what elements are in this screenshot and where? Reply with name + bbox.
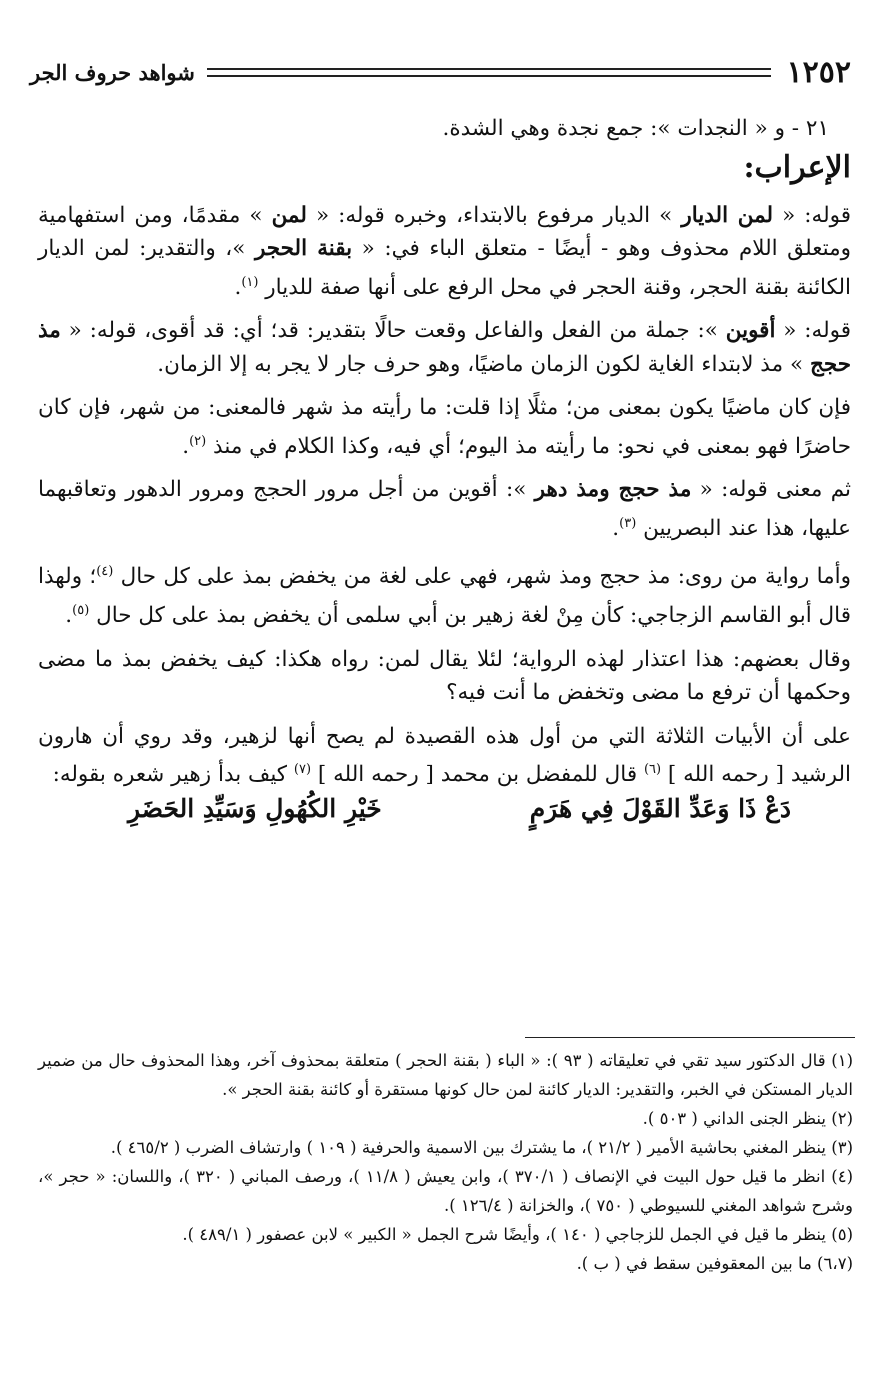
page-number: ١٢٥٢ [786, 54, 851, 90]
paragraph-lemman-aldiyar: قوله: « لمن الديار » الديار مرفوع بالابتداء، وخبره قوله: « لمن » مقدمًا، ومن استفهامية ومتعلق اللام محذوف وهو - أيضًا - متعلق الباء في: « بقنة الحجر »، والتقدير: لمن الديار الكائنة بقنة الحجر، وقنة الحجر في محل الرفع على أنها صفة للديار $^{(١)}$. [38, 202, 852, 300]
footnote-2: (٢) ينظر الجنى الداني ( ٥٠٣ ). [642, 1109, 853, 1128]
running-title: شواهد حروف الجر [30, 59, 195, 85]
footnote-5: (٥) ينظر ما قيل في الجمل للزجاجي ( ١٤٠ )، وأيضًا شرح الجمل « الكبير » لابن عصفور ( ٤٨٩/١ ). [182, 1225, 853, 1244]
paragraph-mudh-meaning: فإن كان ماضيًا يكون بمعنى من؛ مثلًا إذا قلت: ما رأيته مذ شهر فالمعنى: من شهر، فإن كان حاضرًا فهو بمعنى في نحو: ما رأيته مذ اليوم؛ أي فيه، وكذا الكلام في منذ $^{(٢)}$. [38, 395, 851, 459]
footnote-ref: (٣) [619, 515, 637, 531]
footnote-4: (٤) انظر ما قيل حول البيت في الإنصاف ( ٣٧٠/١ )، وابن يعيش ( ١١/٨ )، ورصف المباني ( ٣٢٠ )، واللسان: « حجر »، وشرح شواهد المغني للسيوطي ( ٧٥٠ )، والخزانة ( ١٢٦/٤ ). [38, 1167, 853, 1215]
footnote-ref: (٥) [72, 603, 90, 619]
paragraph-harun: على أن الأبيات الثلاثة التي من أول هذه القصيدة لم يصح أنها لزهير، وقد روي أن هارون الرشيد [ رحمه الله ] $^{(٦)}$ قال للمفضل بن محمد [ رحمه الله ] $^{(٧)}$ كيف بدأ زهير شعره بقوله: [38, 723, 851, 788]
verse-first-hemistich: دَعْ ذَا وَعَدِّ القَوْلَ فِي هَرَمٍ [529, 793, 791, 823]
paragraph-itidhar: وقال بعضهم: هذا اعتذار لهذه الرواية؛ لئلا يقال لمن: رواه هكذا: كيف يخفض بمذ ما مضى وحكمها أن ترفع ما مضى وتخفض ما أنت فيه؟ [38, 646, 851, 706]
poetry-verse [128, 794, 791, 823]
section-heading: الإعراب: [743, 149, 851, 185]
footnote-1: (١) قال الدكتور سيد تقي في تعليقاته ( ٩٣ ): « الباء ( بقنة الحجر ) متعلقة بمحذوف آخر، وهذا المحذوف حال من ضمير الديار المستكن في الخبر، والتقدير: الديار كائنة لمن حال كونها مستقرة أو كائنة بقنة الحجر ». [38, 1051, 853, 1099]
footnote-ref: (٢) [189, 433, 207, 449]
paragraph-riwaya: وأما رواية من روى: مذ حجج ومذ شهر، فهي على لغة من يخفض بمذ على كل حال $^{(٤)}$؛ ولهذا قال أبو القاسم الزجاجي: كأن مِنْ لغة زهير بن أبي سلمى أن يخفض بمذ على كل حال $^{(٥)}$. [38, 564, 852, 629]
footnote-ref: (٦) [643, 762, 662, 778]
page-header [30, 52, 851, 92]
footnote-6-7: (٦،٧) ما بين المعقوفين سقط في ( ب ). [576, 1254, 853, 1273]
paragraph-mudh-hijaj: ثم معنى قوله: « مذ حجج ومذ دهر »: أقوين من أجل مرور الحجج ومرور الدهور وتعاقبهما عليها، هذا عند البصريين $^{(٣)}$. [38, 477, 851, 541]
paragraph-aqwayna: قوله: « أقوين »: جملة من الفعل والفاعل وقعت حالًا بتقدير: قد؛ أي: قد أقوى، قوله: « مذ حجج » مذ لابتداء الغاية لكون الزمان ماضيًا، وهو حرف جار لا يجر به إلا الزمان. [38, 318, 852, 377]
footnote-separator [525, 1037, 855, 1038]
footnote-ref: (٧) [293, 762, 312, 778]
main-text [38, 112, 851, 823]
footnote-ref: (٤) [96, 564, 114, 580]
verse-second-hemistich: خَيْرِ الكُهُولِ وَسَيِّدِ الحَضَرِ [128, 793, 382, 823]
footnotes [38, 1046, 853, 1278]
footnote-3: (٣) ينظر المغني بحاشية الأمير ( ٢١/٢ )، ما يشترك بين الاسمية والحرفية ( ١٠٩ ) وارتشاف الضرب ( ٤٦٥/٢ ). [110, 1138, 853, 1157]
header-double-rule [207, 68, 771, 77]
gloss-paragraph: ٢١ - و « النجدات »: جمع نجدة وهي الشدة. [442, 116, 829, 141]
footnote-ref: (١) [241, 274, 259, 290]
